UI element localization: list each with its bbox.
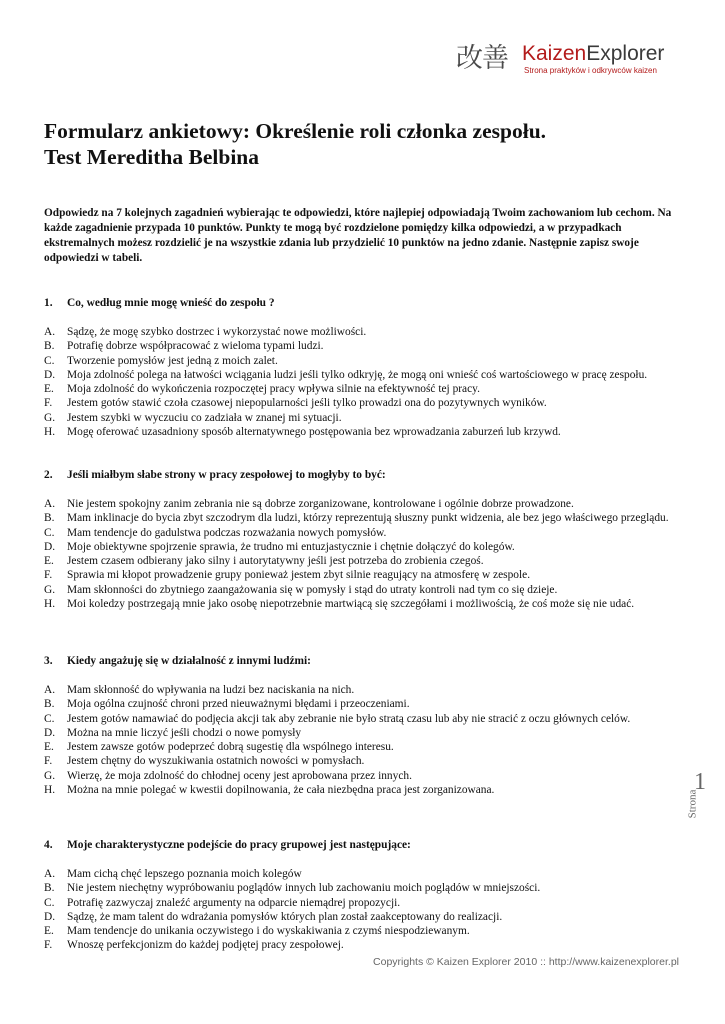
question-text: Kiedy angażuję się w działalność z innymi ludźmi:	[67, 655, 311, 667]
question-3-options	[44, 683, 684, 797]
option-text: Potrafię zazwyczaj znaleźć argumenty na odparcie niemądrej propozycji.	[67, 896, 401, 909]
option-letter: H.	[44, 426, 56, 439]
option-text: Tworzenie pomysłów jest jedną z moich zalet.	[67, 354, 278, 367]
option-item	[44, 511, 684, 525]
question-2-heading	[44, 468, 684, 482]
option-letter: A.	[44, 868, 56, 880]
option-letter: H.	[44, 784, 56, 797]
option-text: Sądzę, że mam talent do wdrażania pomysłów których plan został zaakceptowany do realizacji.	[67, 910, 503, 923]
option-item	[44, 497, 684, 511]
option-text: Mam tendencje do unikania oczywistego i do wyskakiwania z czymś niespodziewanym.	[67, 925, 470, 938]
option-text: Mam skłonności do zbytniego zaangażowania się w pomysły i stąd do utraty kontroli nad tym co się dzieje.	[67, 583, 558, 596]
kaizen-explorer-logo	[456, 42, 692, 78]
copyright-footer: Copyrights © Kaizen Explorer 2010 :: http://www.kaizenexplorer.pl	[373, 956, 679, 968]
option-text: Jestem gotów stawić czoła czasowej niepopularności jeśli tylko prowadzi ona do pozytywnych wyników.	[67, 397, 547, 410]
option-text: Jestem chętny do wyszukiwania ostatnich nowości w pomysłach.	[67, 755, 365, 768]
question-3-heading	[44, 654, 684, 668]
document-title	[44, 118, 694, 170]
option-text: Jestem zawsze gotów podeprzeć dobrą sugestię dla wspólnego interesu.	[67, 741, 394, 754]
option-text: Nie jestem spokojny zanim zebrania nie są dobrze zorganizowane, kontrolowane i ogólnie dobrze prowadzone.	[67, 498, 574, 510]
option-letter: F.	[44, 939, 53, 952]
question-4-options	[44, 867, 684, 953]
question-4-heading	[44, 838, 684, 852]
question-number: 4.	[44, 839, 53, 851]
option-letter: A.	[44, 684, 56, 696]
option-letter: G.	[44, 583, 56, 596]
option-item	[44, 726, 684, 740]
question-number: 3.	[44, 655, 53, 667]
option-item	[44, 339, 684, 353]
option-text: Sprawia mi kłopot prowadzenie grupy ponieważ jestem zbyt silnie reagujący na atmosferę w zespole.	[67, 569, 531, 582]
option-text: Można na mnie liczyć jeśli chodzi o nowe pomysły	[67, 726, 302, 739]
option-letter: B.	[44, 512, 55, 525]
option-letter: G.	[44, 769, 56, 782]
option-letter: A.	[44, 498, 56, 510]
option-text: Sądzę, że mogę szybko dostrzec i wykorzystać nowe możliwości.	[67, 326, 367, 338]
option-item	[44, 325, 684, 339]
option-text: Potrafię dobrze współpracować z wieloma typami ludzi.	[67, 340, 324, 353]
question-1-options	[44, 325, 684, 439]
option-letter: H.	[44, 598, 56, 611]
option-text: Wnoszę perfekcjonizm do każdej podjętej pracy zespołowej.	[67, 939, 344, 952]
option-item	[44, 597, 684, 611]
logo-name-part2: Explorer	[586, 42, 665, 65]
option-text: Nie jestem niechętny wypróbowaniu poglądów innych lub zachowaniu moich poglądów w mniejszości.	[67, 882, 541, 895]
option-text: Jestem szybki w wyczuciu co zadziała w znanej mi sytuacji.	[67, 411, 342, 424]
option-text: Wierzę, że moja zdolność do chłodnej oceny jest aprobowana przez innych.	[67, 769, 412, 782]
option-item	[44, 568, 684, 582]
option-letter: C.	[44, 526, 55, 539]
option-item	[44, 583, 684, 597]
option-text: Mam skłonność do wpływania na ludzi bez naciskania na nich.	[67, 684, 355, 696]
question-number: 1.	[44, 297, 53, 309]
option-item	[44, 783, 684, 797]
question-1-heading	[44, 296, 684, 310]
title-line-1: Formularz ankietowy: Określenie roli członka zespołu.	[44, 119, 547, 143]
option-item	[44, 712, 684, 726]
option-text: Mam inklinacje do bycia zbyt szczodrym dla ludzi, którzy reprezentują słuszny punkt widzenia, ale bez jego właściwego przeglądu.	[67, 512, 669, 525]
option-letter: B.	[44, 698, 55, 711]
option-item	[44, 396, 684, 410]
option-text: Mam tendencje do gadulstwa podczas rozważania nowych pomysłów.	[67, 526, 387, 539]
option-item	[44, 769, 684, 783]
option-letter: D.	[44, 540, 56, 553]
option-item	[44, 896, 684, 910]
option-letter: F.	[44, 755, 53, 768]
option-item	[44, 697, 684, 711]
question-text: Moje charakterystyczne podejście do pracy grupowej jest następujące:	[67, 839, 411, 851]
option-item	[44, 540, 684, 554]
option-letter: G.	[44, 411, 56, 424]
option-item	[44, 924, 684, 938]
option-letter: C.	[44, 712, 55, 725]
option-letter: E.	[44, 555, 54, 568]
option-text: Jestem gotów namawiać do podjęcia akcji tak aby zebranie nie było stratą czasu lub aby nie stracić z oczu głównych celów.	[67, 712, 631, 725]
option-item	[44, 683, 684, 697]
option-letter: D.	[44, 368, 56, 381]
option-item	[44, 910, 684, 924]
option-letter: C.	[44, 896, 55, 909]
option-text: Moja ogólna czujność chroni przed nieuważnymi błędami i przeoczeniami.	[67, 698, 410, 711]
question-text: Jeśli miałbym słabe strony w pracy zespołowej to mogłyby to być:	[67, 469, 386, 481]
intro-paragraph: Odpowiedz na 7 kolejnych zagadnień wybierając te odpowiedzi, które najlepiej odpowiadają Twoim zachowaniom lub cechom. Na każde zagadnienie przypada 10 punktów. Punkty te mogą być rozdzielone pomiędzy kilka odpowiedzi, a w przypadkach ekstremalnych możesz rozdzielić je na wszystkie zdania lub przydzielić 10 punktów na jedno zdanie. Następnie zapisz swoje odpowiedzi w tabeli.	[44, 207, 672, 264]
option-letter: B.	[44, 882, 55, 895]
option-item	[44, 938, 684, 952]
logo-kanji: 改善	[456, 43, 508, 74]
question-text: Co, według mnie mogę wnieść do zespołu ?	[67, 297, 275, 309]
option-letter: E.	[44, 741, 54, 754]
option-item	[44, 740, 684, 754]
option-letter: E.	[44, 925, 54, 938]
page-number-sidebar	[686, 769, 722, 830]
option-item	[44, 526, 684, 540]
question-number: 2.	[44, 469, 53, 481]
logo-name	[522, 42, 664, 66]
page-number: 1	[694, 769, 706, 795]
option-letter: F.	[44, 569, 53, 582]
option-letter: C.	[44, 354, 55, 367]
option-item	[44, 382, 684, 396]
option-text: Jestem czasem odbierany jako silny i autorytatywny jeśli jest potrzeba do zrobienia czegoś.	[67, 555, 484, 568]
option-letter: F.	[44, 397, 53, 410]
page-label: Strona	[686, 789, 699, 819]
option-item	[44, 425, 684, 439]
option-item	[44, 368, 684, 382]
title-line-2: Test Mereditha Belbina	[44, 145, 260, 169]
option-text: Mam cichą chęć lepszego poznania moich kolegów	[67, 868, 302, 880]
option-item	[44, 411, 684, 425]
option-letter: B.	[44, 340, 55, 353]
option-item	[44, 881, 684, 895]
logo-name-part1: Kaizen	[522, 42, 587, 65]
option-item	[44, 354, 684, 368]
option-letter: D.	[44, 726, 56, 739]
option-text: Moi koledzy postrzegają mnie jako osobę niepotrzebnie martwiącą się szczegółami i możliwością, że coś może się nie udać.	[67, 598, 635, 611]
logo-tagline: Strona praktyków i odkrywców kaizen	[524, 66, 657, 75]
option-letter: A.	[44, 326, 56, 338]
option-letter: D.	[44, 910, 56, 923]
option-item	[44, 754, 684, 768]
option-text: Moja zdolność do wykończenia rozpoczętej pracy wpływa silnie na efektywność tej pracy.	[67, 383, 480, 396]
option-text: Można na mnie polegać w kwestii dopilnowania, że cała niezbędna praca jest zorganizowana.	[67, 784, 495, 797]
option-text: Mogę oferować uzasadniony sposób alternatywnego postępowania bez wprowadzania zaburzeń lub krzywd.	[67, 426, 561, 439]
option-text: Moja zdolność polega na łatwości wciągania ludzi jeśli tylko odkryję, że mogą oni wnieść coś wartościowego w pracę zespołu.	[67, 368, 648, 381]
option-item	[44, 554, 684, 568]
option-item	[44, 867, 684, 881]
option-letter: E.	[44, 383, 54, 396]
option-text: Moje obiektywne spojrzenie sprawia, że trudno mi entuzjastycznie i chętnie dołączyć do kolegów.	[67, 540, 515, 553]
question-2-options	[44, 497, 684, 611]
